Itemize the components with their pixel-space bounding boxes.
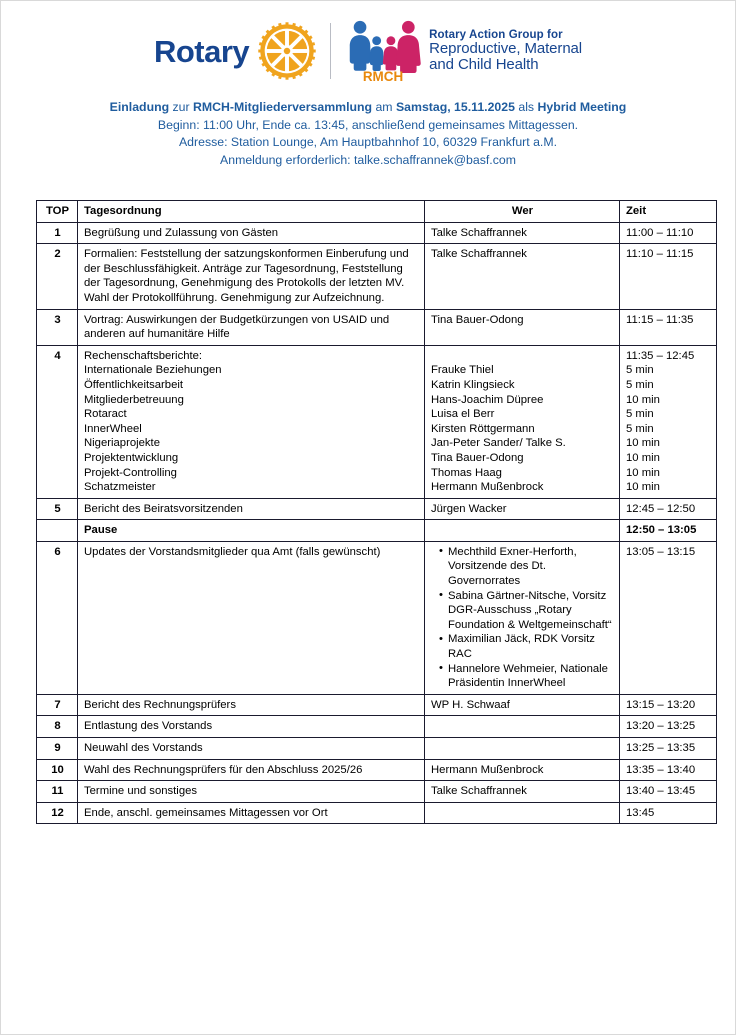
report-duration: 5 min: [626, 378, 654, 391]
rotary-logo: [154, 22, 316, 80]
intro-line-address: Adresse: Station Lounge, Am Hauptbahnhof 10, 60329 Frankfurt a.M.: [178, 135, 558, 149]
row-who: [425, 716, 620, 738]
agenda-table: [36, 200, 717, 824]
row-who: Tina Bauer-Odong: [425, 309, 620, 345]
report-owner: Frauke Thiel: [431, 364, 494, 377]
intro-date: Samstag, 15.11.2025: [395, 100, 515, 114]
rag-title-line1: Rotary Action Group for: [429, 28, 563, 41]
rotary-wordmark: Rotary: [153, 33, 250, 69]
row-number: 5: [37, 498, 78, 520]
list-item: • Mechthild Exner-Herforth, Vorsitzende des Dt. Governorrates: [440, 545, 614, 589]
report-item-label: InnerWheel: [84, 422, 142, 435]
report-item-label: Internationale Beziehungen: [84, 364, 222, 377]
row-time: 11:15 – 11:35: [620, 309, 717, 345]
report-item-label: Nigeriaprojekte: [84, 437, 160, 450]
row-who: [425, 802, 620, 824]
row-who: Talke Schaffrannek: [425, 781, 620, 803]
row-agenda-text: Wahl des Rechnungsprüfers für den Abschluss 2025/26: [78, 759, 425, 781]
logo-divider: [330, 23, 331, 79]
report-duration: 10 min: [626, 481, 660, 494]
report-duration: 10 min: [626, 437, 660, 450]
report-item-label: Öffentlichkeitsarbeit: [84, 378, 184, 391]
row-who: Hermann Mußenbrock: [425, 759, 620, 781]
row-agenda-text: Pause: [78, 520, 425, 542]
svg-text:RMCH: RMCH: [363, 69, 404, 82]
report-item-label: Schatzmeister: [84, 481, 156, 494]
row-time: 13:40 – 13:45: [620, 781, 717, 803]
row-who-bullet-list: [425, 541, 620, 694]
intro-line-time: Beginn: 11:00 Uhr, Ende ca. 13:45, anschließend gemeinsames Mittagessen.: [157, 117, 579, 132]
row-time: 13:20 – 13:25: [620, 716, 717, 738]
row-agenda-text: Vortrag: Auswirkungen der Budgetkürzungen von USAID und anderen auf humanitäre Hilfe: [78, 309, 425, 345]
report-owner: Hermann Mußenbrock: [431, 481, 544, 494]
rag-title-line3: and Child Health: [429, 56, 539, 74]
row-time: 13:25 – 13:35: [620, 738, 717, 760]
table-row: [37, 781, 717, 803]
row-agenda-text: Termine und sonstiges: [78, 781, 425, 803]
report-total-time: 11:35 – 12:45: [626, 349, 695, 362]
report-owner: Luisa el Berr: [431, 408, 495, 421]
report-duration: 10 min: [626, 466, 660, 479]
row-agenda-text: Entlastung des Vorstands: [78, 716, 425, 738]
agenda-table-wrapper: [36, 200, 716, 824]
row-who-report-list: [425, 345, 620, 498]
row-agenda-text: Ende, anschl. gemeinsames Mittagessen vor Ort: [78, 802, 425, 824]
logo-header: [1, 1, 735, 82]
report-duration: 5 min: [626, 364, 654, 377]
row-number: 4: [37, 345, 78, 498]
intro-line-registration: Anmeldung erforderlich: talke.schaffrannek@basf.com: [220, 152, 516, 167]
table-row: [37, 244, 717, 309]
column-header-who: Wer: [425, 201, 620, 223]
table-row: [37, 694, 717, 716]
row-number: 2: [37, 244, 78, 309]
row-number: 12: [37, 802, 78, 824]
table-row: [37, 222, 717, 244]
report-owner: Kirsten Röttgermann: [431, 422, 535, 435]
row-time: 13:35 – 13:40: [620, 759, 717, 781]
row-time: 11:10 – 11:15: [620, 244, 717, 309]
intro-line-1: [1, 99, 735, 117]
report-duration: 5 min: [626, 408, 654, 421]
row-number: [37, 520, 78, 542]
table-row: [37, 716, 717, 738]
report-duration: 10 min: [626, 451, 660, 464]
intro-als: als: [514, 100, 538, 114]
table-header-row: [37, 201, 717, 223]
intro-event-name: RMCH-Mitgliederversammlung: [193, 100, 373, 114]
row-who: WP H. Schwaaf: [425, 694, 620, 716]
row-agenda-text: Begrüßung und Zulassung von Gästen: [78, 222, 425, 244]
report-duration: 5 min: [626, 422, 654, 435]
report-item-owners: [431, 349, 614, 495]
column-header-time: Zeit: [620, 201, 717, 223]
table-row: [37, 802, 717, 824]
row-who: Talke Schaffrannek: [425, 222, 620, 244]
table-row-pause: [37, 520, 717, 542]
row-number: 1: [37, 222, 78, 244]
row-who: Talke Schaffrannek: [425, 244, 620, 309]
row-agenda-text: Bericht des Rechnungsprüfers: [78, 694, 425, 716]
row-time-report-list: [620, 345, 717, 498]
row-number: 9: [37, 738, 78, 760]
row-number: 10: [37, 759, 78, 781]
intro-format: Hybrid Meeting: [537, 100, 627, 114]
report-owner-spacer: [431, 349, 614, 364]
report-owner: Jan-Peter Sander/ Talke S.: [431, 437, 566, 450]
report-owner: Thomas Haag: [431, 466, 502, 479]
table-row: [37, 738, 717, 760]
table-row: [37, 498, 717, 520]
row-number: 7: [37, 694, 78, 716]
report-heading: Rechenschaftsberichte:: [84, 349, 203, 362]
report-item-label: Projektentwicklung: [84, 451, 179, 464]
table-row: [37, 309, 717, 345]
rotary-wheel-icon: [258, 22, 316, 80]
row-agenda-text: Updates der Vorstandsmitglieder qua Amt (falls gewünscht): [78, 541, 425, 694]
row-number: 6: [37, 541, 78, 694]
list-item: • Hannelore Wehmeier, Nationale Präsidentin InnerWheel: [440, 662, 614, 691]
row-number: 3: [37, 309, 78, 345]
report-item-label: Projekt-Controlling: [84, 466, 177, 479]
table-row-updates: [37, 541, 717, 694]
rag-title-block: [429, 29, 582, 74]
rag-title-line2: Reproductive, Maternal: [429, 40, 583, 58]
report-item-label: Rotaract: [84, 408, 127, 421]
report-item-labels: [84, 349, 419, 495]
rmch-logo: [345, 20, 582, 82]
row-time: 11:00 – 11:10: [620, 222, 717, 244]
row-agenda-text: Bericht des Beiratsvorsitzenden: [78, 498, 425, 520]
list-item: • Sabina Gärtner-Nitsche, Vorsitz DGR-Ausschuss „Rotary Foundation & Weltgemeinschaft“: [440, 589, 614, 633]
intro-am: am: [372, 100, 396, 114]
row-agenda-text: Neuwahl des Vorstands: [78, 738, 425, 760]
intro-zur: zur: [169, 100, 194, 114]
rmch-family-icon: [345, 20, 421, 82]
row-time: 12:50 – 13:05: [620, 520, 717, 542]
list-item: • Maximilian Jäck, RDK Vorsitz RAC: [440, 632, 614, 661]
board-member-list: [431, 545, 614, 691]
row-time: 13:05 – 13:15: [620, 541, 717, 694]
report-item-durations: [626, 349, 711, 495]
table-row: [37, 759, 717, 781]
row-time: 13:15 – 13:20: [620, 694, 717, 716]
row-number: 11: [37, 781, 78, 803]
intro-einladung: Einladung: [109, 100, 170, 114]
row-number: 8: [37, 716, 78, 738]
invitation-intro: [1, 99, 735, 169]
row-agenda-text: Formalien: Feststellung der satzungskonformen Einberufung und der Beschlussfähigkeit. Anträge zur Tagesordnung, Feststellung der Tagesordnung, Genehmigung des Protokolls der letzten MV. Wahl der Protokollführung. Genehmigung zur Aufzeichnung.: [78, 244, 425, 309]
table-row-reports: [37, 345, 717, 498]
row-who: [425, 520, 620, 542]
report-duration: 10 min: [626, 393, 660, 406]
report-owner: Hans-Joachim Düpree: [431, 393, 544, 406]
row-agenda-report-list: [78, 345, 425, 498]
column-header-agenda: Tagesordnung: [78, 201, 425, 223]
report-owner: Katrin Klingsieck: [431, 378, 515, 391]
row-who: [425, 738, 620, 760]
row-who: Jürgen Wacker: [425, 498, 620, 520]
row-time: 12:45 – 12:50: [620, 498, 717, 520]
column-header-top: TOP: [37, 201, 78, 223]
row-time: 13:45: [620, 802, 717, 824]
report-item-label: Mitgliederbetreuung: [84, 393, 184, 406]
report-owner: Tina Bauer-Odong: [431, 451, 524, 464]
